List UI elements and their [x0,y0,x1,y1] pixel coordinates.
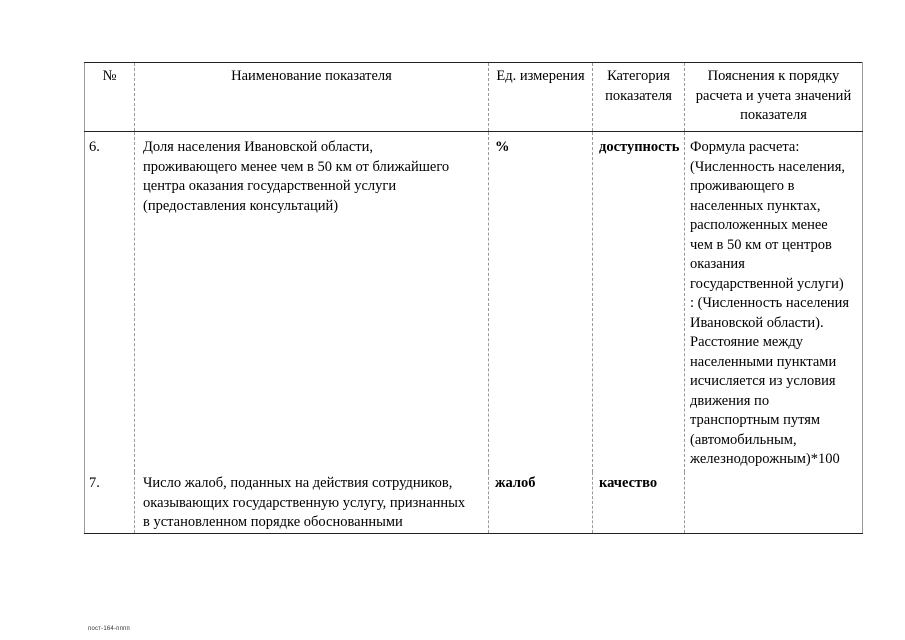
header-notes [685,63,863,132]
header-notes-label: Пояснения к порядку расчета и учета значений показателя [695,68,852,123]
row-indicator-name-text: Число жалоб, поданных на действия сотрудников, оказывающих государственную услугу, признанных в установленном порядке обоснованными [143,475,466,530]
header-unit: Ед. измерения [489,63,593,132]
table-header [85,63,863,132]
footer-document-code: пост-164-пппп [88,626,130,632]
header-row [85,63,863,132]
row-notes-text: Формула расчета: (Численность населения, проживающего в населенных пунктах, расположенных менее чем в 50 км от центров оказания государственной услуги) : (Численность населения Ивановской области). Расстояние между населенными пунктами исчисляется из условия движения по транспортным путям (автомобильным, железнодорожным)*100 [690,139,850,467]
row-notes [685,132,863,473]
row-notes [685,472,863,533]
header-category-label: Категория показателя [605,68,672,104]
table-row [85,132,863,473]
header-indicator-name: Наименование показателя [135,63,489,132]
row-unit: жалоб [489,472,593,533]
header-number: № [85,63,135,132]
indicators-table [84,62,863,534]
table-body [85,132,863,534]
row-number: 6. [85,132,135,473]
row-indicator-name [135,132,489,473]
row-category: доступность [593,132,685,473]
header-category [593,63,685,132]
row-category: качество [593,472,685,533]
row-number: 7. [85,472,135,533]
row-indicator-name-text: Доля населения Ивановской области, проживающего менее чем в 50 км от ближайшего центра оказания государственной услуги (предоставления консультаций) [143,139,450,214]
row-unit: % [489,132,593,473]
row-indicator-name [135,472,489,533]
table-row [85,472,863,533]
